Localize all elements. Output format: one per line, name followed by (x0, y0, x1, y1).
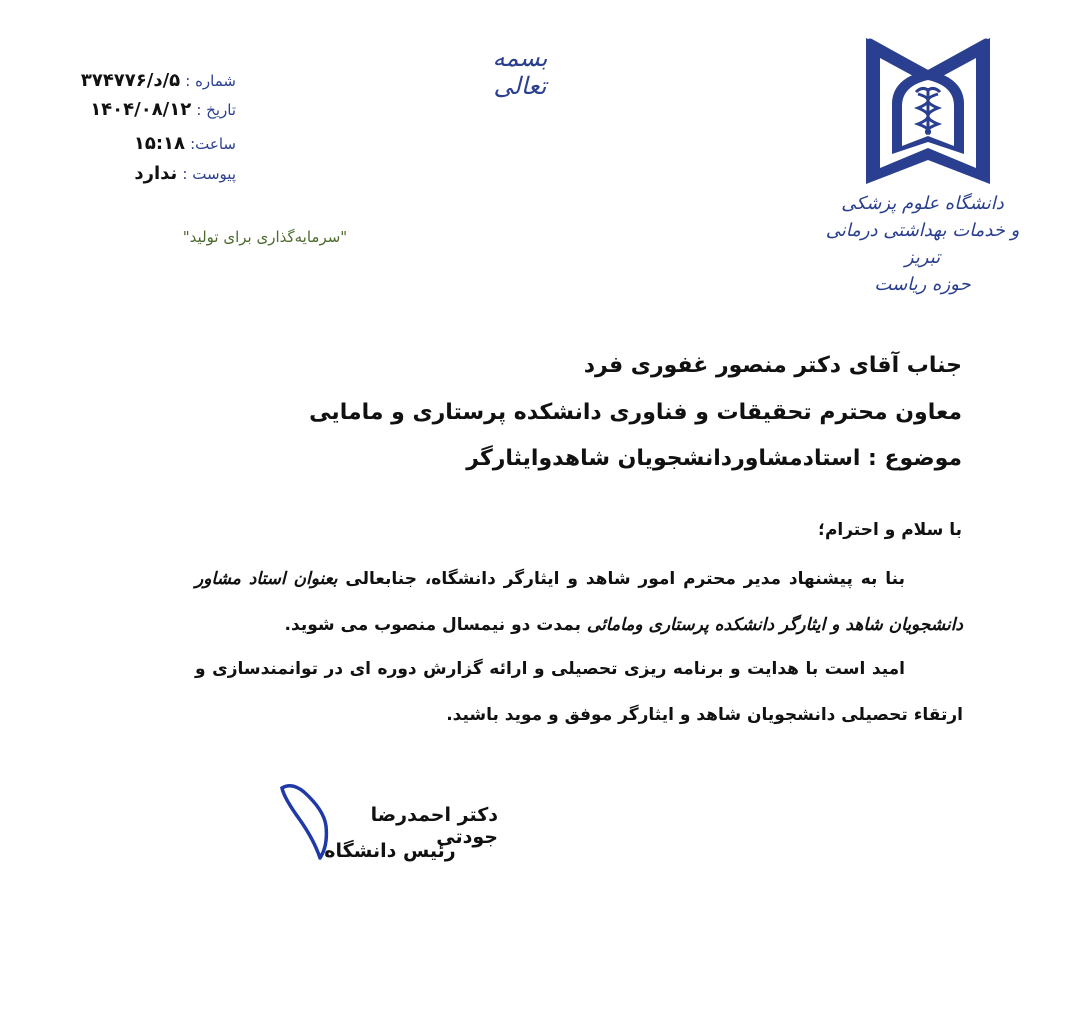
paragraph-2 (195, 646, 963, 738)
letter-time-label: ساعت: (190, 135, 236, 153)
letter-attachment (60, 163, 236, 184)
signatory-title: رئیس دانشگاه (324, 840, 456, 862)
signatory-name: دکتر احمدرضا جودتی (370, 804, 498, 848)
logo-line-2: و خدمات بهداشتی درمانی تبریز (825, 220, 1020, 268)
university-logo-text (820, 190, 1025, 298)
paragraph-1-part-b: بعنوان استاد مشاور دانشجویان شاهد و ایثارگر دانشکده پرستاری ومامائی (195, 569, 963, 635)
letter-number-value: ۵/د/۳۷۴۷۷۶ (80, 70, 181, 91)
letter-date (60, 99, 236, 120)
letter-number-label: شماره : (185, 72, 236, 90)
letter-attachment-value: ندارد (134, 163, 178, 184)
recipient-name: جناب آقای دکتر منصور غفوری فرد (583, 353, 962, 378)
logo-line-1: دانشگاه علوم پزشکی (841, 193, 1004, 214)
paragraph-1-part-c: بمدت دو نیمسال منصوب می شوید. (284, 615, 587, 635)
slogan: "سرمایه‌گذاری برای تولید" (182, 228, 348, 246)
letter-date-label: تاریخ : (196, 101, 236, 119)
letter-number (60, 70, 236, 91)
letter-attachment-label: پیوست : (182, 165, 236, 183)
university-logo-icon (862, 34, 994, 189)
letter-date-value: ۱۴۰۴/۰۸/۱۲ (90, 99, 192, 120)
paragraph-1 (195, 556, 963, 648)
recipient-position: معاون محترم تحقیقات و فناوری دانشکده پرستاری و مامایی (309, 400, 962, 425)
paragraph-1-part-a: بنا به پیشنهاد مدیر محترم امور شاهد و ایثارگر دانشگاه، جنابعالی (337, 569, 905, 589)
letter-time-value: ۱۵:۱۸ (133, 133, 186, 154)
paragraph-2-text: امید است با هدایت و برنامه ریزی تحصیلی و ارائه گزارش دوره ای در توانمندسازی و ارتقاء تحصیلی دانشجویان شاهد و ایثارگر موفق و موید باشید. (195, 659, 963, 725)
letter-subject: موضوع : استادمشاوردانشجویان شاهدوایثارگر (466, 446, 962, 471)
logo-line-3: حوزه ریاست (874, 274, 971, 295)
bismillah-heading: بسمه تعالی (492, 44, 548, 100)
letter-time (60, 133, 236, 154)
greeting: با سلام و احترام؛ (818, 520, 962, 540)
